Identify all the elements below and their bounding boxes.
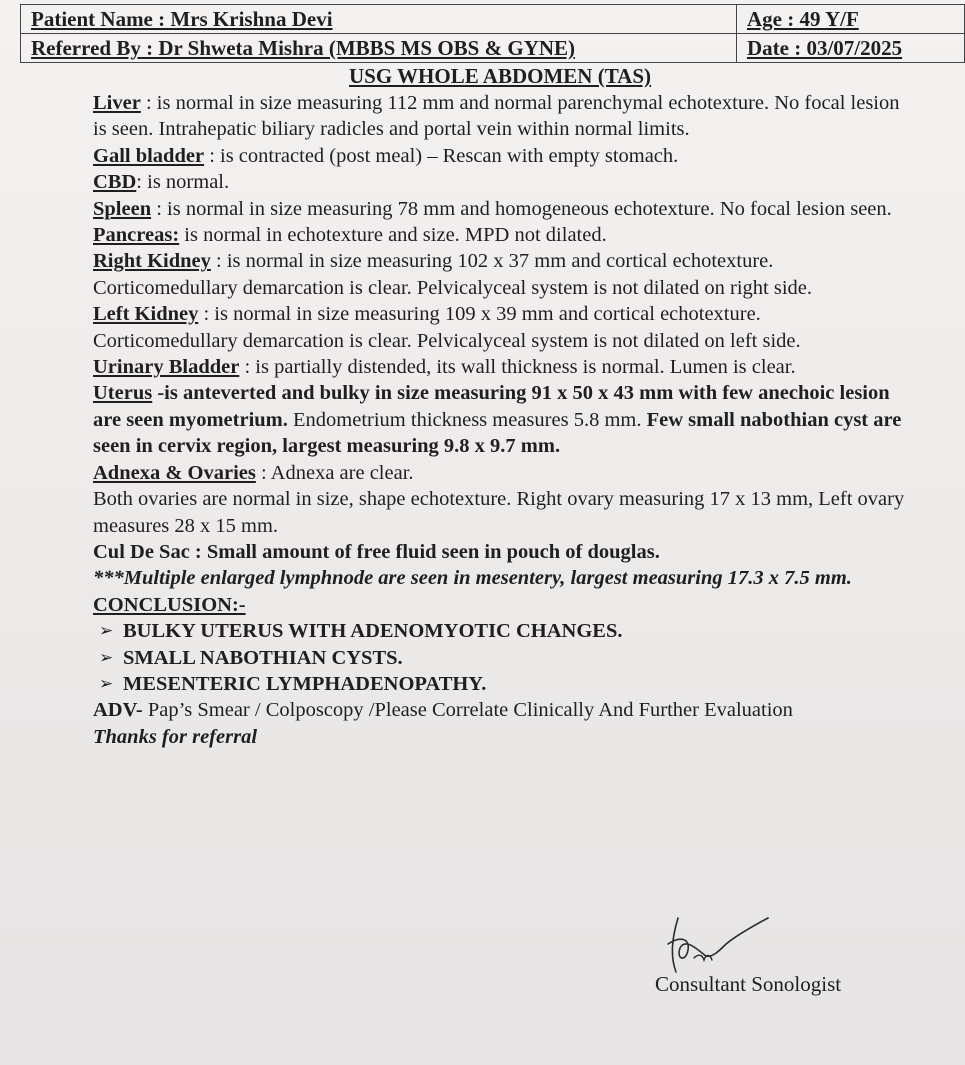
header-row-1	[21, 5, 965, 34]
finding-gall-bladder: Gall bladder : is contracted (post meal) – Rescan with empty stomach.	[93, 144, 679, 167]
arrow-bullet-icon: ➢	[99, 647, 114, 668]
report-title: USG WHOLE ABDOMEN (TAS)	[348, 64, 652, 88]
patient-age: Age : 49 Y/F	[737, 5, 965, 34]
report-body	[93, 90, 908, 750]
conclusion-item: ➢ BULKY UTERUS WITH ADENOMYOTIC CHANGES.	[93, 618, 908, 644]
arrow-bullet-icon: ➢	[99, 621, 114, 642]
finding-adnexa: Adnexa & Ovaries : Adnexa are clear.	[93, 461, 414, 484]
conclusion-list	[93, 618, 908, 697]
finding-spleen: Spleen : is normal in size measuring 78 mm and homogeneous echotexture. No focal lesion seen.	[93, 197, 892, 220]
thanks-line: Thanks for referral	[93, 725, 258, 748]
advice-line: ADV- Pap’s Smear / Colposcopy /Please Correlate Clinically And Further Evaluation	[93, 699, 793, 722]
report-date: Date : 03/07/2025	[737, 34, 965, 63]
conclusion-heading: CONCLUSION:-	[93, 593, 246, 616]
finding-uterus: Uterus -is anteverted and bulky in size measuring 91 x 50 x 43 mm with few anechoic lesion are seen myometrium. Endometrium thickness measures 5.8 mm. Few small nabothian cyst are seen in cervix region, largest measuring 9.8 x 9.7 mm.	[93, 382, 902, 458]
finding-right-kidney: Right Kidney : is normal in size measuring 102 x 37 mm and cortical echotexture. Corticomedullary demarcation is clear. Pelvicalyceal system is not dilated on right side.	[93, 250, 813, 299]
signature-image	[650, 910, 790, 980]
finding-liver: Liver : is normal in size measuring 112 mm and normal parenchymal echotexture. No focal lesion is seen. Intrahepatic biliary radicles and portal vein within normal limits.	[93, 92, 900, 141]
finding-lymph-nodes: ***Multiple enlarged lymphnode are seen in mesentery, largest measuring 17.3 x 7.5 mm.	[93, 567, 852, 590]
finding-ovaries: Both ovaries are normal in size, shape echotexture. Right ovary measuring 17 x 13 mm, Left ovary measures 28 x 15 mm.	[93, 488, 905, 537]
referred-by: Referred By : Dr Shweta Mishra (MBBS MS OBS & GYNE)	[21, 34, 737, 63]
consultant-title: Consultant Sonologist	[655, 972, 842, 996]
finding-cul-de-sac: Cul De Sac : Small amount of free fluid seen in pouch of douglas.	[93, 540, 660, 563]
conclusion-item: ➢ MESENTERIC LYMPHADENOPATHY.	[93, 671, 908, 697]
finding-pancreas: Pancreas: is normal in echotexture and size. MPD not dilated.	[93, 224, 607, 247]
arrow-bullet-icon: ➢	[99, 673, 114, 694]
patient-name: Patient Name : Mrs Krishna Devi	[21, 5, 737, 34]
header-row-2	[21, 34, 965, 63]
finding-left-kidney: Left Kidney : is normal in size measuring 109 x 39 mm and cortical echotexture. Corticomedullary demarcation is clear. Pelvicalyceal system is not dilated on left side.	[93, 303, 801, 352]
patient-header-table	[20, 4, 965, 63]
finding-urinary-bladder: Urinary Bladder : is partially distended, its wall thickness is normal. Lumen is clear.	[93, 356, 796, 379]
conclusion-item: ➢ SMALL NABOTHIAN CYSTS.	[93, 645, 908, 671]
finding-cbd: CBD: is normal.	[93, 171, 230, 194]
